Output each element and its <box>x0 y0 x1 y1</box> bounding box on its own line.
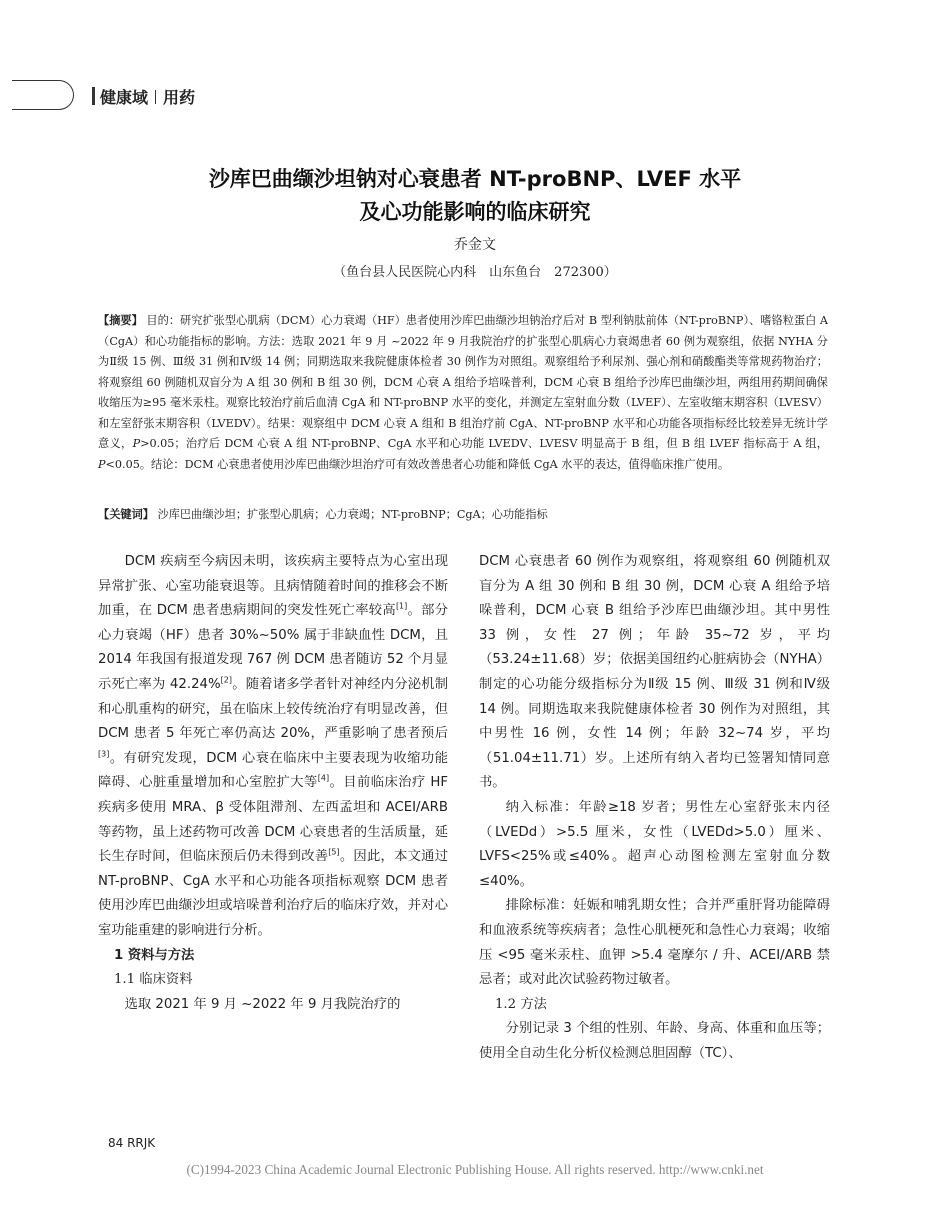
running-header <box>100 85 195 108</box>
inclusion-criteria-paragraph: 纳入标准：年龄≥18 岁者；男性左心室舒张末内径（LVEDd）>5.5 厘米，女性（LVEDd>5.0）厘米、LVFS<25%或≤40%。超声心动图检测左室射血分数≤40%。 <box>479 799 830 889</box>
abstract-text-3: <0.05。结论：DCM 心衰患者使用沙库巴曲缬沙坦治疗可有效改善患者心功能和降低 CgA 水平的表达，值得临床推广使用。 <box>105 457 730 471</box>
clinical-data-paragraph-start: 选取 2021 年 9 月 ~2022 年 9 月我院治疗的 <box>124 996 401 1012</box>
intro-text-2: 。部分心力衰竭（HF）患者 30%~50% 属于非缺血性 DCM，且 2014 年我国有报道发现 767 例 DCM 患者随访 52 个月显示死亡率为 42.24% <box>98 603 449 692</box>
methods-paragraph: 分别记录 3 个组的性别、年龄、身高、体重和血压等；使用全自动生化分析仪检测总胆固醇（TC）、 <box>479 1021 830 1061</box>
section-heading-1: 1 资料与方法 <box>113 947 195 963</box>
keywords-label: 【关键词】 <box>98 508 154 521</box>
header-category: 用药 <box>163 88 196 107</box>
abstract <box>98 311 828 475</box>
subsection-heading-1-2: 1.2 方法 <box>494 996 547 1012</box>
citation-1: [1] <box>395 601 408 611</box>
exclusion-criteria-paragraph: 排除标准：妊娠和哺乳期女性；合并严重肝肾功能障碍和血液系统等疾病者；急性心肌梗死和急性心力衰竭；收缩压 <95 毫米汞柱、血钾 >5.4 毫摩尔 / 升、ACEI/ARB 禁忌者；或对此次试验药物过敏者。 <box>479 898 830 988</box>
affiliation: （鱼台县人民医院心内科 山东鱼台 272300） <box>333 265 617 280</box>
abstract-label: 【摘要】 <box>98 314 143 327</box>
citation-3: [3] <box>98 749 110 759</box>
body-column-left <box>98 550 448 1017</box>
copyright-notice: (C)1994-2023 China Academic Journal Electronic Publishing House. All rights reserved. http://www.cnki.net <box>186 1162 764 1177</box>
page-number: 84 RRJK <box>108 1136 156 1150</box>
subsection-heading-1-1: 1.1 临床资料 <box>113 972 193 988</box>
header-divider <box>92 87 95 105</box>
body-column-right <box>479 550 830 1066</box>
article-title-line2: 及心功能影响的临床研究 <box>359 200 591 224</box>
intro-text-4: 。有研究发现，DCM 心衰在临床中主要表现为收缩功能障碍、心脏重量增加和心室腔扩大等 <box>98 750 448 791</box>
abstract-p-value-1: P <box>132 437 141 450</box>
citation-4: [4] <box>317 773 330 783</box>
intro-text-3: 。随着诸多学者针对神经内分泌机制和心肌重构的研究，虽在临床上较传统治疗有明显改善，但 DCM 患者 5 年死亡率仍高达 20%，严重影响了患者预后 <box>98 676 448 742</box>
author: 乔金文 <box>454 237 496 253</box>
header-section: 健康域 <box>100 88 149 107</box>
abstract-p-value-2: P <box>98 457 106 471</box>
article-title-line1: 沙库巴曲缬沙坦钠对心衰患者 NT-proBNP、LVEF 水平 <box>208 167 742 191</box>
intro-text-6: 。因此，本文通过 NT-proBNP、CgA 水平和心功能各项指标观察 DCM 患者使用沙库巴曲缬沙坦或培哚普利治疗后的临床疗效，并对心室功能重建的影响进行分析。 <box>98 849 449 938</box>
header-separator <box>155 90 156 104</box>
citation-5: [5] <box>328 847 340 857</box>
keywords <box>98 505 828 525</box>
intro-text-5: 。目前临床治疗 HF 疾病多使用 MRA、β 受体阻滞剂、左西孟坦和 ACEI/ARB 等药物，虽上述药物可改善 DCM 心衰患者的生活质量，延长生存时间，但临床预后仍未得到改善 <box>98 775 449 865</box>
abstract-text-2: >0.05；治疗后 DCM 心衰 A 组 NT-proBNP、CgA 水平和心功能 LVEDV、LVESV 明显高于 B 组，但 B 组 LVEF 指标高于 A 组， <box>140 437 828 450</box>
clinical-data-paragraph-cont: DCM 心衰患者 60 例作为观察组，将观察组 60 例随机双盲分为 A 组 30 例和 B 组 30 例，DCM 心衰 A 组给予培哚普利，DCM 心衰 B 组给予沙库巴曲缬沙坦。其中男性 33 例，女性 27 例；年龄 35~72 岁，平均（53.24±11.68）岁；依据美国纽约心脏病协会（NYHA）制定的心功能分级指标分为Ⅱ级 15 例、Ⅲ级 31 例和Ⅳ级 14 例。同期选取来我院健康体检者 30 例作为对照组，其中男性 16 例，女性 14 例；年龄 32~74 岁，平均（51.04±11.71）岁。上述所有纳入者均已签署知情同意书。 <box>479 554 830 791</box>
header-tab-shape <box>12 80 74 110</box>
citation-2: [2] <box>220 675 232 685</box>
keywords-text: 沙库巴曲缬沙坦；扩张型心肌病；心力衰竭；NT-proBNP；CgA；心功能指标 <box>153 508 548 521</box>
intro-text-1: DCM 疾病至今病因未明，该疾病主要特点为心室出现异常扩张、心室功能衰退等。且病情随着时间的推移会不断加重，在 DCM 患者患病期间的突发性死亡率较高 <box>98 554 448 619</box>
intro-paragraph <box>98 550 448 944</box>
abstract-text-1: 目的：研究扩张型心肌病（DCM）心力衰竭（HF）患者使用沙库巴曲缬沙坦钠治疗后对 B 型利钠肽前体（NT-proBNP）、嗜铬粒蛋白 A（CgA）和心功能指标的影响。方法：选取 2021 年 9 月 ~2022 年 9 月我院治疗的扩张型心肌病心力衰竭患者 60 例为观察组，依据 NYHA 分为Ⅱ级 15 例、Ⅲ级 31 例和Ⅳ级 14 例；同期选取来我院健康体检者 30 例作为对照组。观察组给予利尿剂、强心剂和硝酸酯类等常规药物治疗；将观察组 60 例随机双盲分为 A 组 30 例和 B 组 30 例，DCM 心衰 A 组给予培哚普利，DCM 心衰 B 组给予沙库巴曲缬沙坦，两组用药期间确保收缩压为≥95 毫米汞柱。观察比较治疗前后血清 CgA 和 NT-proBNP 水平的变化，并测定左室射血分数（LVEF）、左室收缩末期容积（LVESV）和左室舒张末期容积（LVEDV）。结果：观察组中 DCM 心衰 A 组和 B 组治疗前 CgA、NT-proBNP 水平和心功能各项指标经比较差异无统计学意义， <box>98 314 828 450</box>
